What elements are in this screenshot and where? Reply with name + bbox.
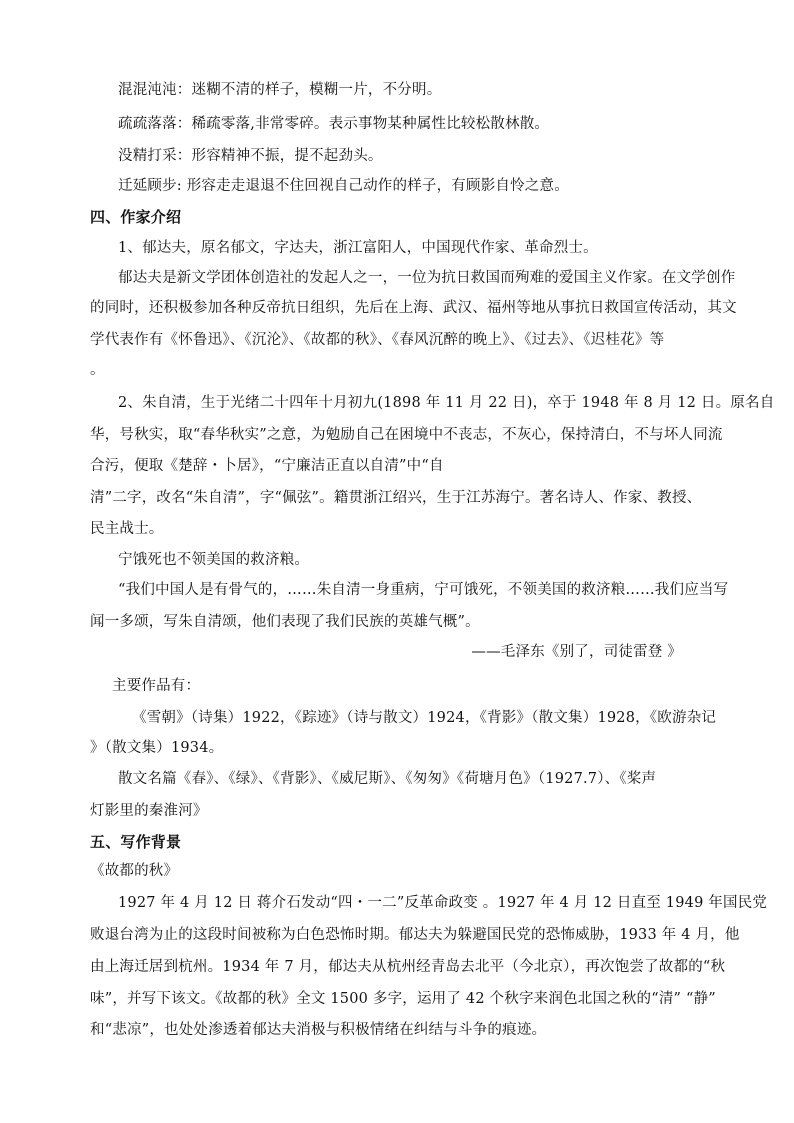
section-subtitle: 《故都的秋》 — [90, 863, 179, 879]
paragraph-line: 合污，便取《楚辞・卜居》，“宁廉洁正直以自清”中“自 — [90, 458, 444, 474]
paragraph-line: 清”二字，改名“朱自清”，字“佩弦”。籍贯浙江绍兴，生于江苏海宁。著名诗人、作家、教授、 — [90, 490, 702, 506]
section-heading: 五、写作背景 — [90, 833, 182, 851]
vocab-line: 迁延顾步: 形容走走退退不住回视自己动作的样子，有顾影自怜之意。 — [118, 178, 569, 194]
quote-line: 闻一多颂，写朱自清颂，他们表现了我们民族的英雄气概”。 — [90, 614, 480, 630]
quote-line: “我们中国人是有骨气的，……朱自清一身重病，宁可饿死，不领美国的救济粮……我们应当写 — [118, 582, 729, 598]
essays-line: 灯影里的秦淮河》 — [90, 803, 208, 819]
section-heading: 四、作家介绍 — [90, 208, 182, 226]
paragraph-line: 。 — [90, 362, 105, 378]
works-line: 《雪朝》（诗集）1922，《踪迹》（诗与散文）1924，《背影》（散文集）1928，《欧游杂记 — [132, 710, 717, 726]
works-label: 主要作品有： — [112, 678, 201, 694]
vocab-line: 没精打采：形容精神不振，提不起劲头。 — [118, 148, 383, 164]
paragraph-line: 味”，并写下该文。《故都的秋》全文 1500 多字，运用了 42 个秋字来润色北国之秋的“清” “静” — [90, 991, 716, 1007]
paragraph-line: 由上海迁居到杭州。1934 年 7 月，郁达夫从杭州经青岛去北平（今北京），再次饱尝了故都的“秋 — [90, 959, 726, 975]
paragraph-line: 华，号秋实，取“春华秋实”之意，为勉励自己在困境中不丧志，不灰心，保持清白，不与坏人同流 — [90, 427, 723, 443]
vocab-line: 疏疏落落：稀疏零落,非常零碎。表示事物某种属性比较松散林散。 — [118, 116, 550, 132]
paragraph-line: 败退台湾为止的这段时间被称为白色恐怖时期。郁达夫为躲避国民党的恐怖威胁，1933 年 4 月，他 — [90, 927, 740, 943]
paragraph-line: 和“悲凉”，也处处渗透着郁达夫消极与积极情绪在纠结与斗争的痕迹。 — [90, 1022, 547, 1038]
paragraph-line: 的同时，还积极参加各种反帝抗日组织，先后在上海、武汉、福州等地从事抗日救国宣传活动，其文 — [90, 300, 737, 316]
paragraph-line: 1、郁达夫，原名郁文，字达夫，浙江富阳人，中国现代作家、革命烈士。 — [118, 240, 598, 256]
paragraph-line: 郁达夫是新文学团体创造社的发起人之一，一位为抗日救国而殉难的爱国主义作家。在文学创作 — [118, 270, 736, 286]
paragraph-line: 民主战士。 — [90, 521, 164, 537]
paragraph-line: 1927 年 4 月 12 日 蒋介石发动“四・一二”反革命政变 。1927 年 4 月 12 日直至 1949 年国民党 — [118, 895, 768, 911]
vocab-line: 混混沌沌：迷糊不清的样子，模糊一片，不分明。 — [118, 82, 442, 98]
paragraph-line: 宁饿死也不领美国的救济粮。 — [118, 552, 310, 568]
quote-source: ——毛泽东《别了，司徒雷登 》 — [471, 644, 682, 660]
works-line: 》（散文集）1934。 — [90, 740, 224, 756]
essays-line: 散文名篇《春》、《绿》、《背影》、《威尼斯》、《匆匆》《荷塘月色》（1927.7）、《桨声 — [118, 771, 657, 787]
paragraph-line: 2、朱自清，生于光绪二十四年十月初九(1898 年 11 月 22 日)，卒于 1948 年 8 月 12 日。原名自 — [118, 395, 775, 411]
paragraph-line: 学代表作有《怀鲁迅》、《沉沦》、《故都的秋》、《春风沉醉的晚上》、《过去》、《迟桂花》等 — [90, 332, 665, 348]
